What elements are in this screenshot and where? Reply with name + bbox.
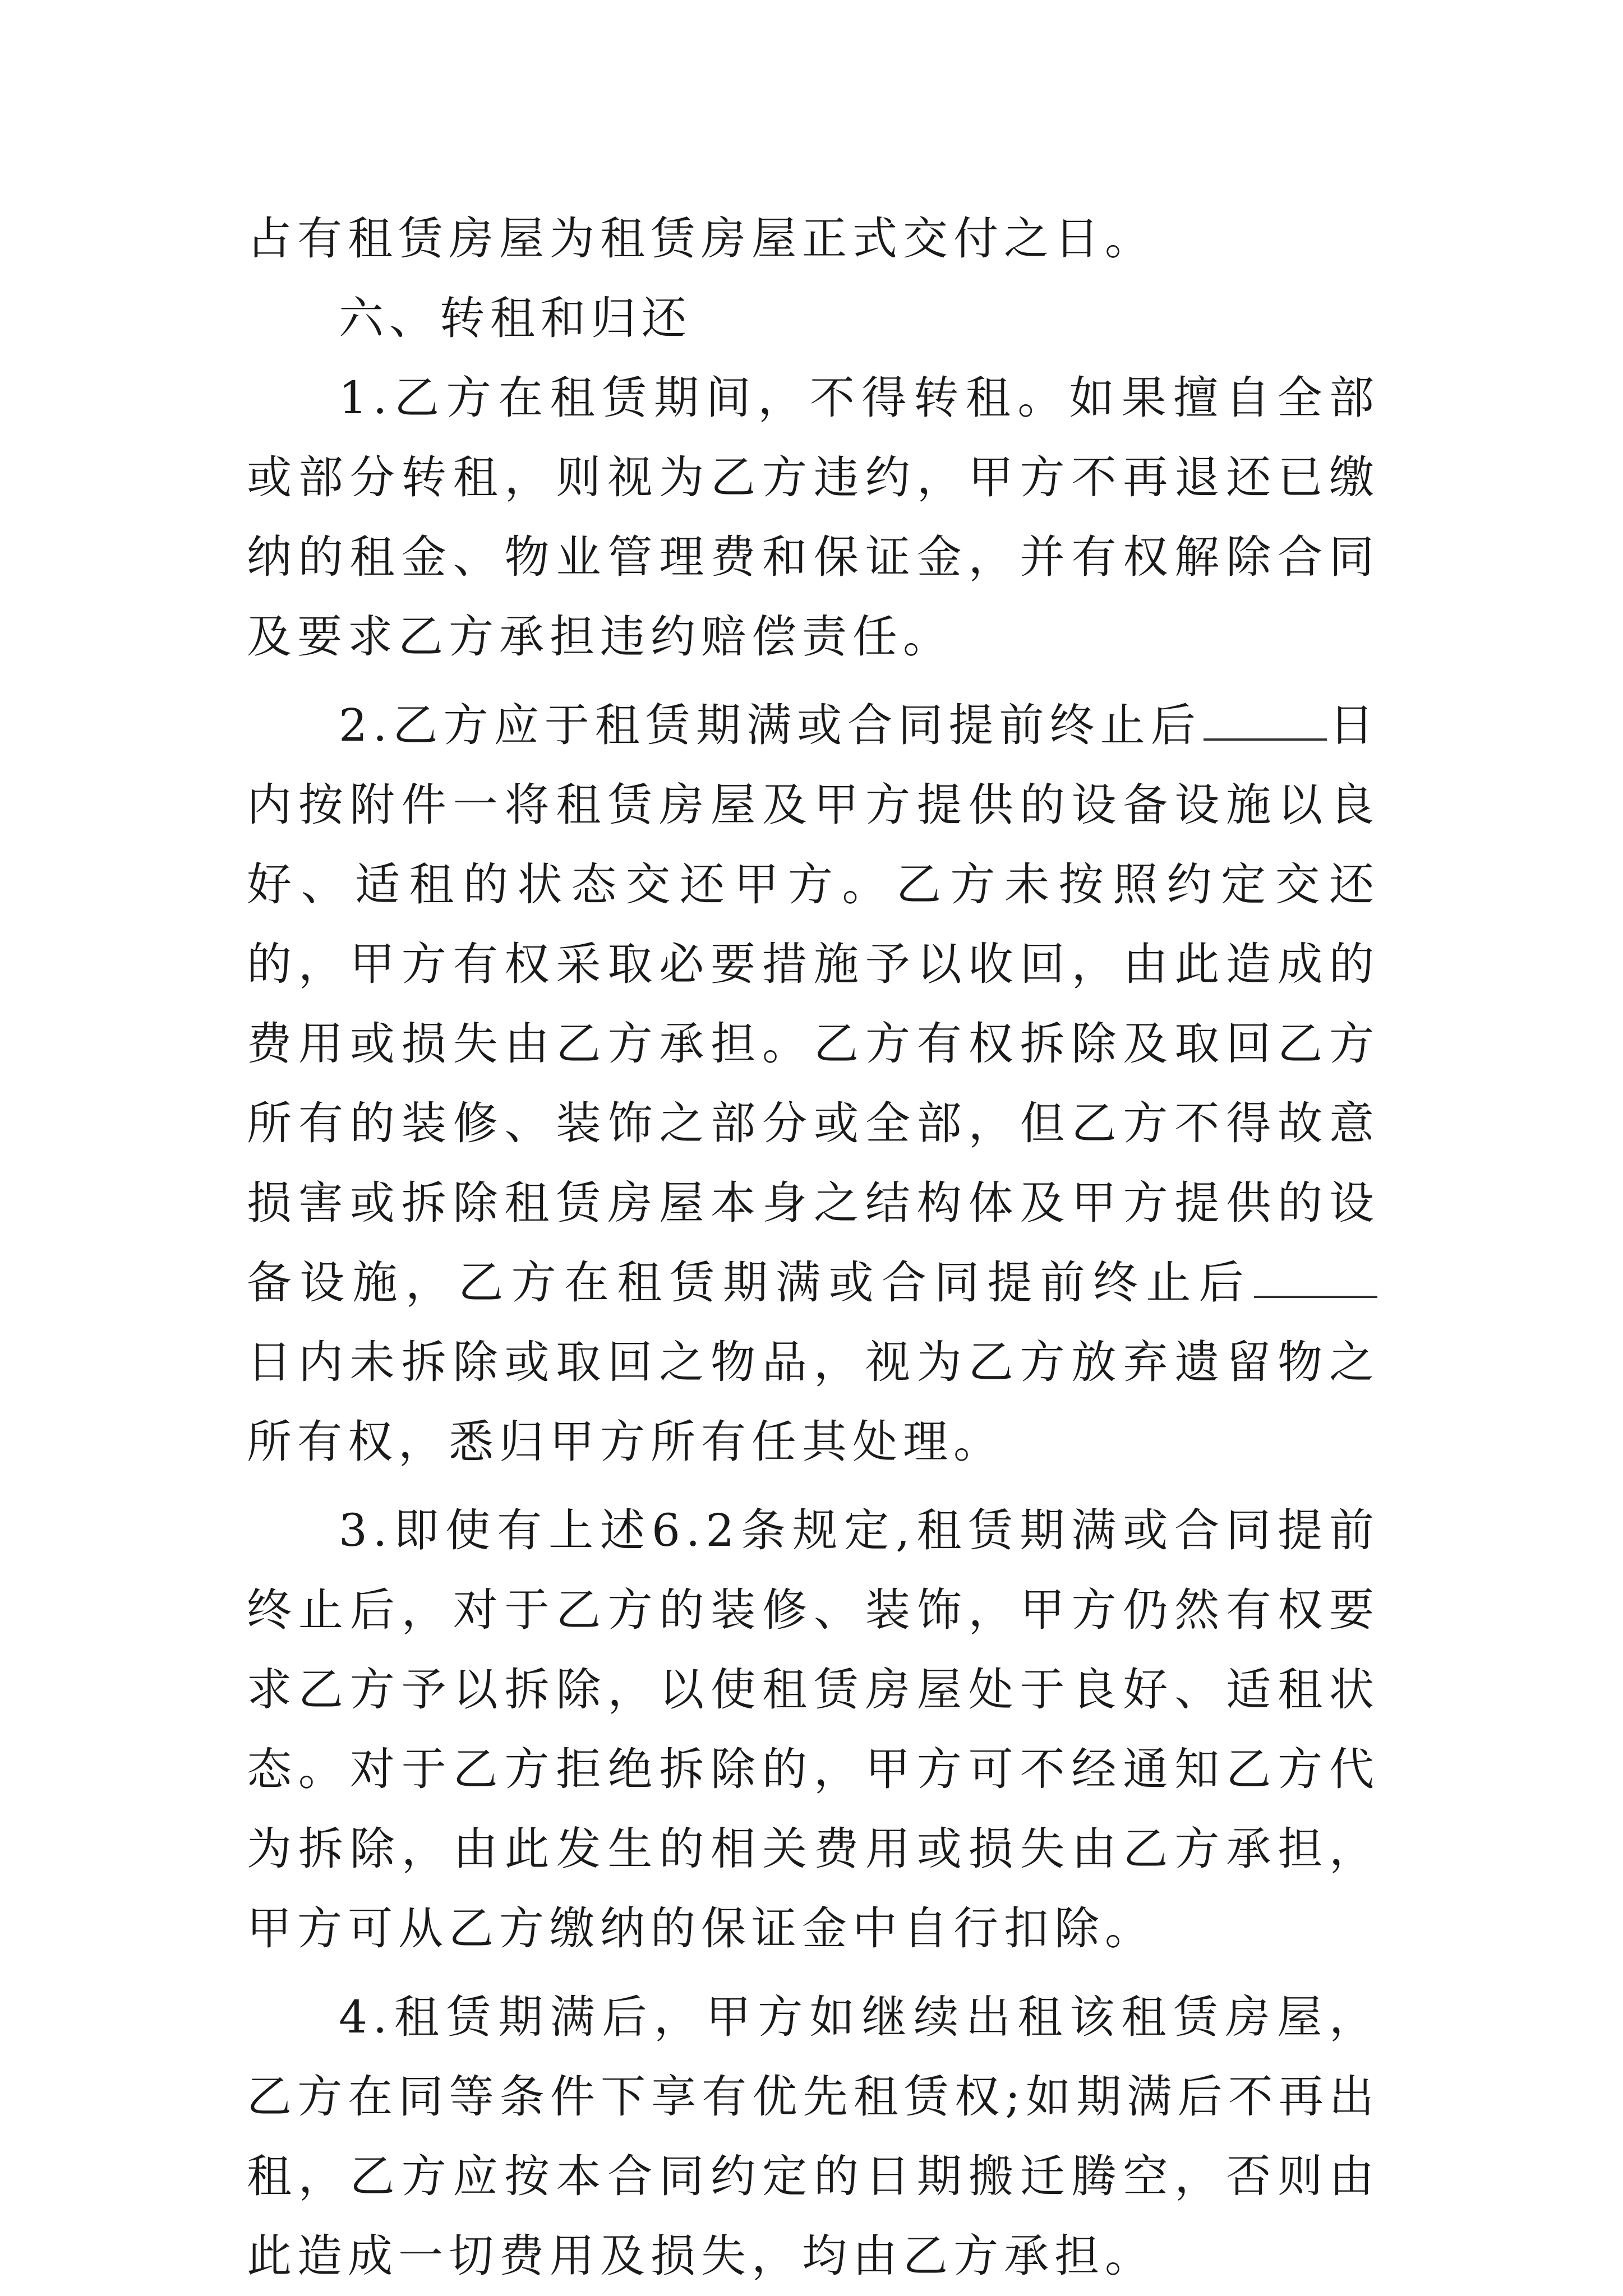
section-heading-text: 六、转租和归还: [339, 292, 692, 344]
clause-4: [247, 1978, 1380, 2296]
clause-text: 日内未拆除或取回之物品，视为乙方放弃遗留物之所有权，悉归甲方所有任其处理。: [247, 1336, 1380, 1468]
clause-text: 4.租赁期满后，甲方如继续出租该租赁房屋，乙方在同等条件下享有优先租赁权;如期满后不再出租，乙方应按本合同约定的日期搬迁腾空，否则由此造成一切费用及损失，均由乙方承担。: [247, 1991, 1380, 2282]
clause-text: 2.乙方应于租赁期满或合同提前终止后: [339, 699, 1201, 751]
paragraph-continuation: [247, 199, 1380, 279]
clause-text: 日内按附件一将租赁房屋及甲方提供的设备设施以良好、适租的状态交还甲方。乙方未按照约定交还的，甲方有权采取必要措施予以收回，由此造成的费用或损失由乙方承担。乙方有权拆除及取回乙方所有的装修、装饰之部分或全部，但乙方不得故意损害或拆除租赁房屋本身之结构体及甲方提供的设备设施，乙方在租赁期满或合同提前终止后: [247, 699, 1380, 1309]
clause-3: [247, 1491, 1380, 1969]
fill-in-blank: [1204, 699, 1327, 741]
clause-text: 1.乙方在租赁期间，不得转租。如果擅自全部或部分转租，则视为乙方违约，甲方不再退还已缴纳的租金、物业管理费和保证金，并有权解除合同及要求乙方承担违约赔偿责任。: [247, 372, 1380, 663]
clause-text: 3.即使有上述6.2条规定,租赁期满或合同提前终止后，对于乙方的装修、装饰，甲方仍然有权要求乙方予以拆除，以使租赁房屋处于良好、适租状态。对于乙方拒绝拆除的，甲方可不经通知乙方代为拆除，由此发生的相关费用或损失由乙方承担，甲方可从乙方缴纳的保证金中自行扣除。: [247, 1504, 1380, 1955]
clause-1: [247, 358, 1380, 677]
paragraph-text: 占有租赁房屋为租赁房屋正式交付之日。: [247, 212, 1155, 265]
clause-2: [247, 686, 1380, 1482]
fill-in-blank: [1254, 1256, 1377, 1298]
section-heading: [247, 279, 1380, 358]
document-body: [247, 199, 1380, 2296]
